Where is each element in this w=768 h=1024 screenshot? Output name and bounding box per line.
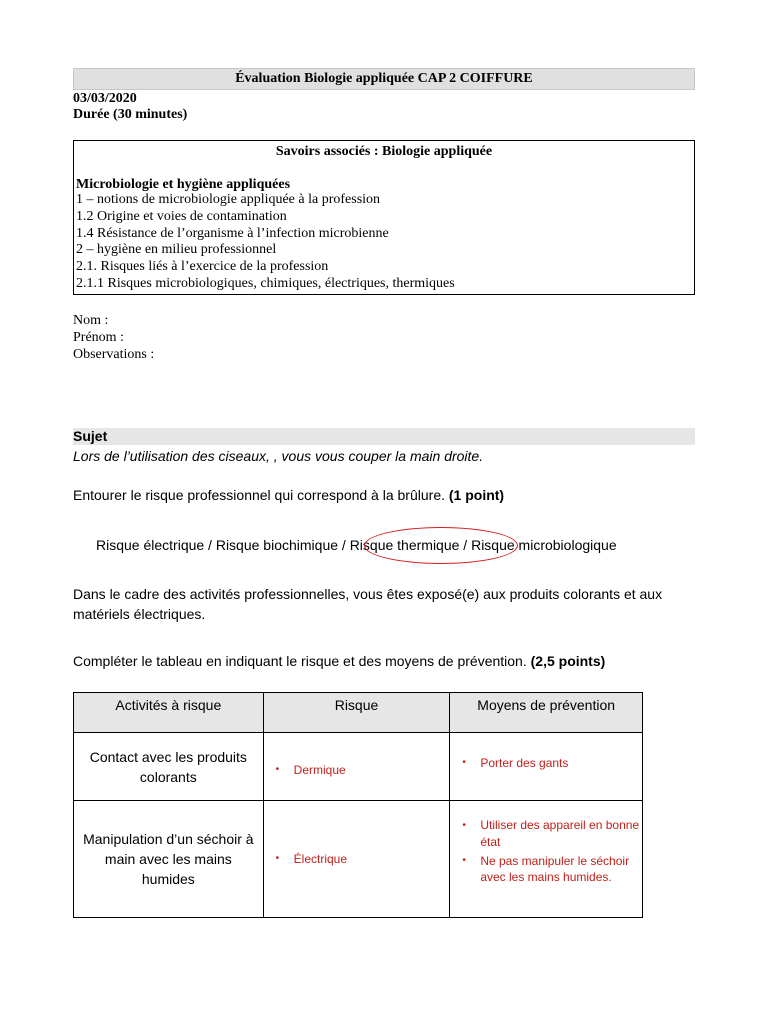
nom-label: Nom : [73,313,109,328]
savoirs-item: 2.1.1 Risques microbiologiques, chimiques, électriques, thermiques [76,275,455,291]
question-2-points: (2,5 points) [530,653,606,669]
sujet-heading: Sujet [73,428,695,445]
question-2 [73,653,605,670]
observations-label: Observations : [73,347,155,362]
prevention-answer: • Porter des gants [450,755,642,771]
table-row [74,801,643,918]
savoirs-item: 1.4 Résistance de l’organisme à l’infection microbienne [76,225,389,241]
prevention-answer: • Ne pas manipuler le séchoir avec les mains humides. [450,853,642,885]
exam-duration: Durée (30 minutes) [73,107,188,122]
student-identity-fields [73,312,154,363]
prevention-table [73,692,643,918]
question-1-text: Entourer le risque professionnel qui correspond à la brûlure. [73,487,449,503]
table-row [74,733,643,801]
header-risque: Risque [263,693,450,733]
activity-cell: Manipulation d’un séchoir à main avec les mains humides [74,801,264,918]
savoirs-item: 1 – notions de microbiologie appliquée à la profession [76,192,381,207]
savoirs-associes-box [73,140,695,295]
header-prevention: Moyens de prévention [450,693,643,733]
prevention-cell [450,801,643,918]
savoirs-item: 2.1. Risques liés à l’exercice de la profession [76,259,329,275]
risk-options-line: Risque électrique / Risque biochimique / Risque thermique / Risque microbiologique [96,537,617,553]
risk-cell [263,733,450,801]
context-paragraph: Dans le cadre des activités professionnelles, vous êtes exposé(e) aux produits colorants et aux matériels électriques. [73,586,663,622]
risk-answer: • Dermique [264,762,450,778]
header-activites: Activités à risque [74,693,264,733]
question-1-points: (1 point) [448,487,505,503]
prevention-answer: • Utiliser des appareil en bonne état [450,817,642,851]
risk-cell [263,801,450,918]
prevention-cell [450,733,643,801]
table-header-row [74,693,643,733]
risk-answer: • Électrique [264,851,450,867]
exam-date: 03/03/2020 [73,91,137,106]
document-title: Évaluation Biologie appliquée CAP 2 COIFFURE [73,68,695,90]
savoirs-title: Savoirs associés : Biologie appliquée [275,144,493,159]
question-2-text: Compléter le tableau en indiquant le risque et des moyens de prévention. [73,653,531,669]
savoirs-subtitle: Microbiologie et hygiène appliquées [76,177,291,192]
savoirs-list [76,192,455,293]
savoirs-item: 2 – hygiène en milieu professionnel [76,242,277,258]
question-1 [73,487,504,504]
activity-cell: Contact avec les produits colorants [74,733,264,801]
answer-circle-mark [364,527,518,564]
sujet-text: Lors de l’utilisation des ciseaux, , vous vous couper la main droite. [73,448,484,464]
prenom-label: Prénom : [73,330,124,345]
savoirs-item: 1.2 Origine et voies de contamination [76,208,287,224]
